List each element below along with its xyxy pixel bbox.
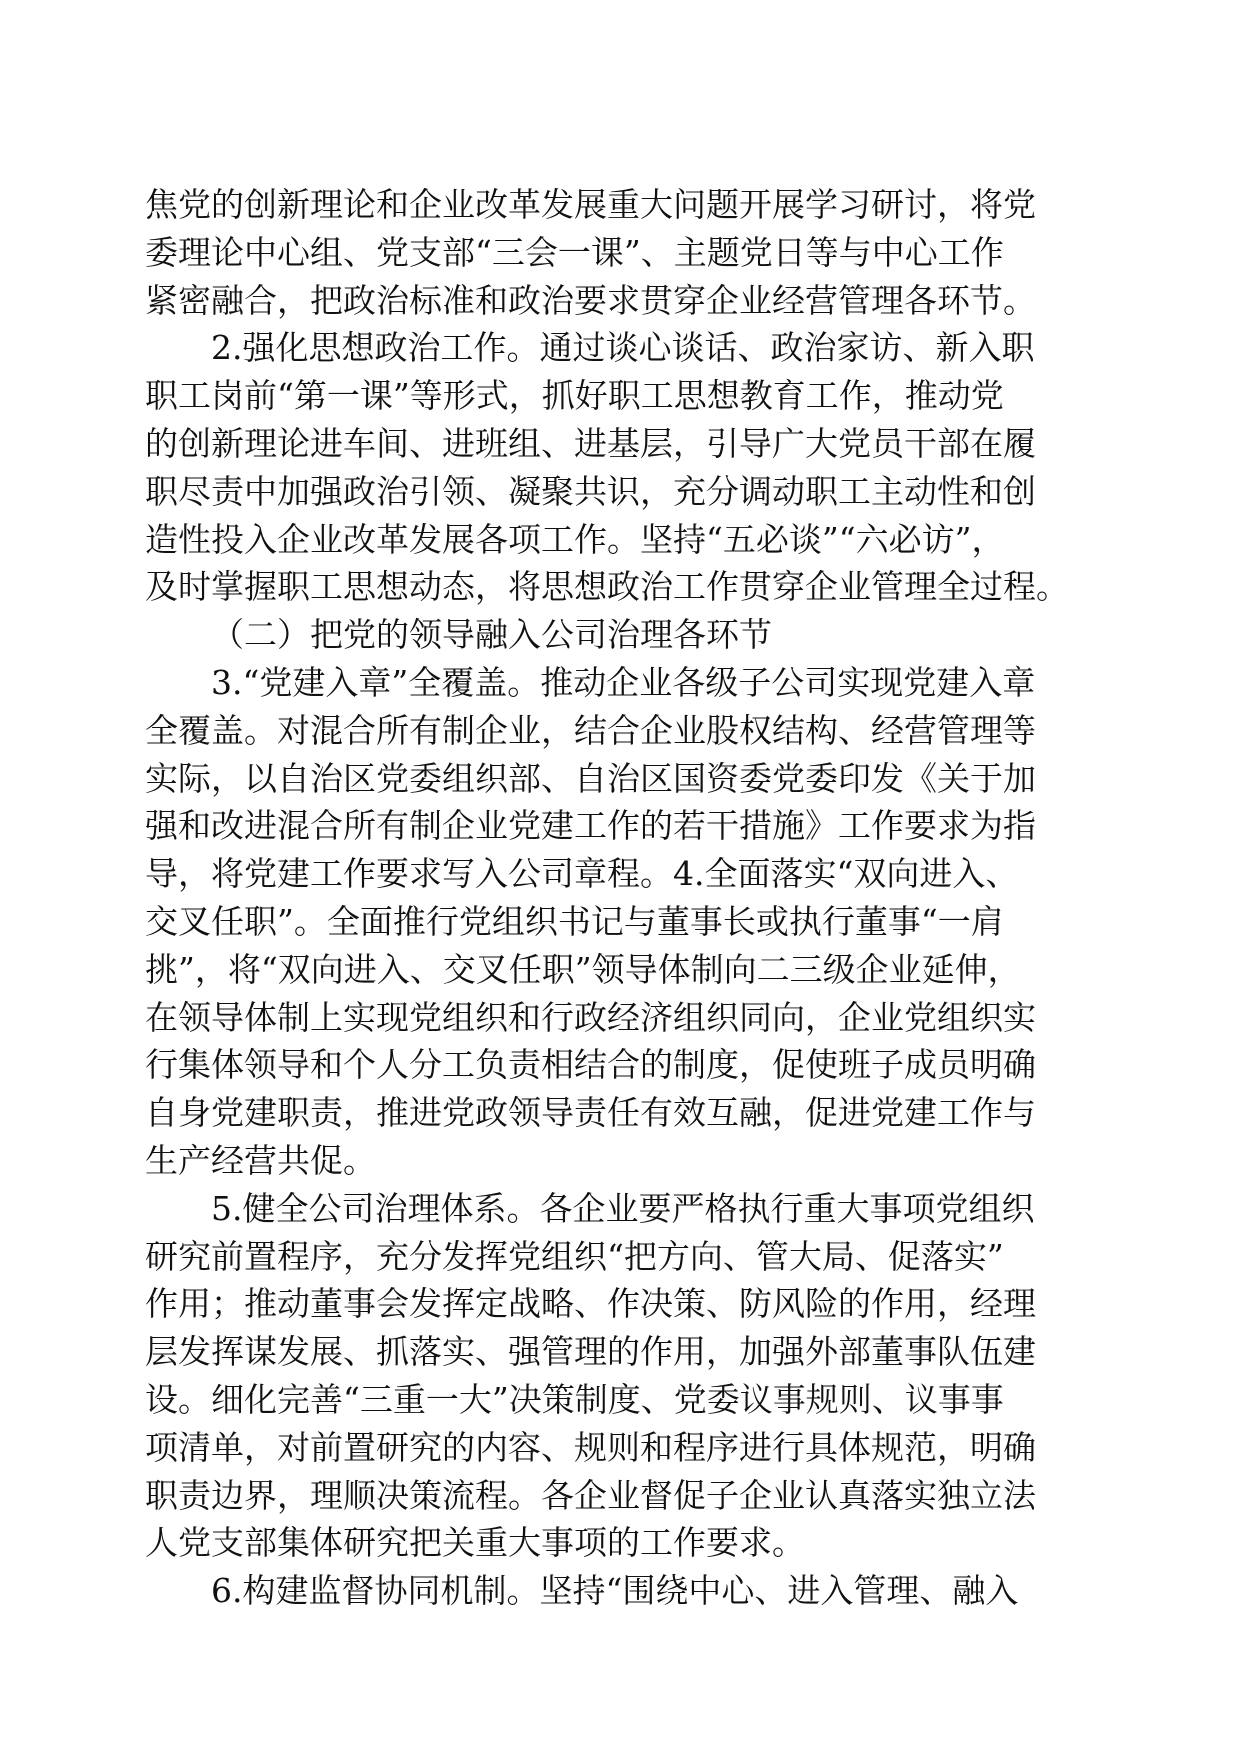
text-line: 在领导体制上实现党组织和行政经济组织同向，企业党组织实 — [145, 997, 1036, 1037]
paragraph-heading-6: 6.构建监督协同机制。坚持“围绕中心、进入管理、融入 — [211, 1571, 1019, 1611]
text-line: 研究前置程序，充分发挥党组织“把方向、管大局、促落实” — [145, 1236, 1004, 1276]
paragraph-heading-3: 3.“党建入章”全覆盖。推动企业各级子公司实现党建入章 — [211, 662, 1036, 702]
text-line: 全覆盖。对混合所有制企业，结合企业股权结构、经营管理等 — [145, 710, 1036, 750]
document-page — [145, 181, 1069, 1615]
text-line: 造性投入企业改革发展各项工作。坚持“五必谈”“六必访”， — [145, 519, 1005, 559]
text-line: 职责边界，理顺决策流程。各企业督促子企业认真落实独立法 — [145, 1475, 1036, 1515]
text-line: 生产经营共促。 — [145, 1140, 376, 1180]
text-line: 紧密融合，把政治标准和政治要求贯穿企业经营管理各环节。 — [145, 280, 1036, 320]
paragraph-heading-2: 2.强化思想政治工作。通过谈心谈话、政治家访、新入职 — [211, 328, 1035, 368]
text-line: 强和改进混合所有制企业党建工作的若干措施》工作要求为指 — [145, 806, 1036, 846]
text-line: 职尽责中加强政治引领、凝聚共识，充分调动职工主动性和创 — [145, 471, 1036, 511]
text-line: 导，将党建工作要求写入公司章程。4.全面落实“双向进入、 — [145, 854, 1019, 894]
section-heading: （二）把党的领导融入公司治理各环节 — [211, 615, 772, 655]
text-line: 挑”，将“双向进入、交叉任职”领导体制向二三级企业延伸， — [145, 949, 1021, 989]
text-line: 项清单，对前置研究的内容、规则和程序进行具体规范，明确 — [145, 1427, 1036, 1467]
text-line: 交叉任职”。全面推行党组织书记与董事长或执行董事“一肩 — [145, 901, 1004, 941]
text-line: 及时掌握职工思想动态，将思想政治工作贯穿企业管理全过程。 — [145, 567, 1069, 607]
text-line: 委理论中心组、党支部“三会一课”、主题党日等与中心工作 — [145, 232, 1004, 272]
paragraph-heading-5: 5.健全公司治理体系。各企业要严格执行重大事项党组织 — [211, 1188, 1035, 1228]
text-line: 设。细化完善“三重一大”决策制度、党委议事规则、议事事 — [145, 1379, 1004, 1419]
text-line: 作用；推动董事会发挥定战略、作决策、防风险的作用，经理 — [145, 1284, 1036, 1324]
text-line: 的创新理论进车间、进班组、进基层，引导广大党员干部在履 — [145, 423, 1036, 463]
text-line: 行集体领导和个人分工负责相结合的制度，促使班子成员明确 — [145, 1045, 1036, 1085]
text-line: 层发挥谋发展、抓落实、强管理的作用，加强外部董事队伍建 — [145, 1332, 1036, 1372]
text-line: 自身党建职责，推进党政领导责任有效互融，促进党建工作与 — [145, 1093, 1036, 1133]
text-line: 实际，以自治区党委组织部、自治区国资委党委印发《关于加 — [145, 758, 1036, 798]
text-line: 人党支部集体研究把关重大事项的工作要求。 — [145, 1523, 805, 1563]
text-line: 职工岗前“第一课”等形式，抓好职工思想教育工作，推动党 — [145, 376, 1004, 416]
text-line: 焦党的创新理论和企业改革发展重大问题开展学习研讨，将党 — [145, 185, 1036, 224]
